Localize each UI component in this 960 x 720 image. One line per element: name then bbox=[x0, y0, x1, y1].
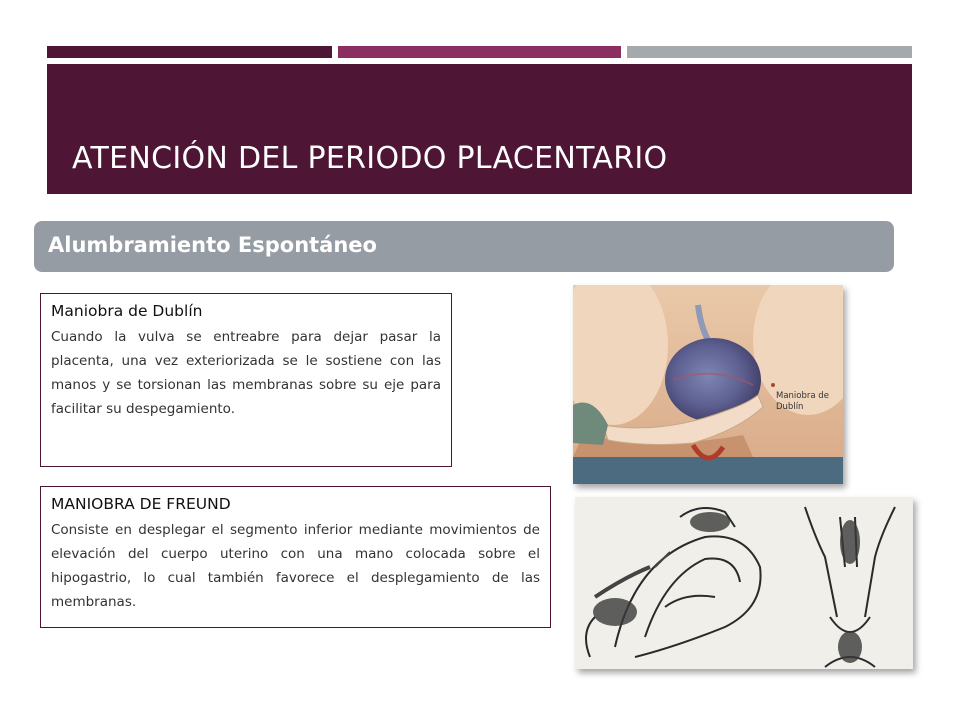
dublin-box bbox=[40, 293, 452, 467]
subtitle-bar bbox=[34, 221, 894, 272]
freund-body: Consiste en desplegar el segmento inferior mediante movimientos de elevación del cuerpo uterino con una mano colocada sobre el hipogastrio, lo cual también favorece el desplegamiento de las membranas. bbox=[51, 522, 540, 610]
freund-sketch-illustration bbox=[575, 497, 913, 669]
dublin-body: Cuando la vulva se entreabre para dejar pasar la placenta, una vez exteriorizada se le sostiene con las manos y se torsionan las membranas sobre su eje para facilitar su despegamiento. bbox=[51, 329, 441, 417]
photo-caption-1: Maniobra de bbox=[776, 391, 829, 401]
top-stripe-dark bbox=[47, 46, 332, 58]
freund-heading: MANIOBRA DE FREUND bbox=[51, 495, 231, 513]
photo-caption-2: Dublín bbox=[776, 402, 804, 412]
dublin-photo bbox=[573, 285, 843, 484]
top-stripe-magenta bbox=[338, 46, 621, 58]
slide-title: ATENCIÓN DEL PERIODO PLACENTARIO bbox=[72, 141, 668, 176]
slide-subtitle: Alumbramiento Espontáneo bbox=[48, 233, 377, 257]
freund-box bbox=[40, 486, 551, 628]
top-stripe-gray bbox=[627, 46, 912, 58]
title-band bbox=[47, 64, 912, 194]
dublin-heading: Maniobra de Dublín bbox=[51, 302, 203, 320]
dublin-photo-illustration bbox=[573, 285, 843, 484]
freund-sketch bbox=[575, 497, 913, 669]
